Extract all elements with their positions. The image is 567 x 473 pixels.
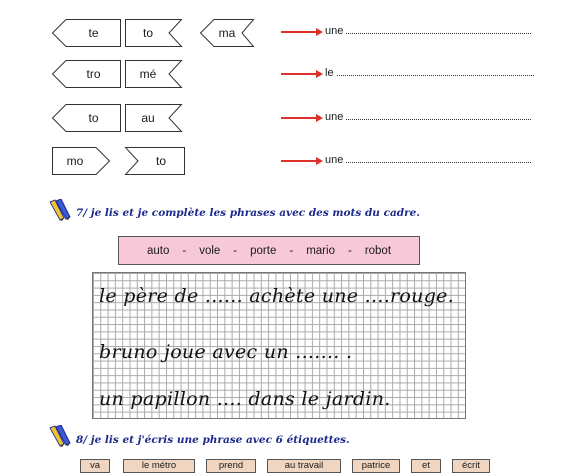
syllable-tag [125, 147, 185, 175]
word-separator: - [182, 244, 187, 257]
syllable-tag [125, 19, 182, 47]
arrow-right-icon [281, 114, 323, 122]
word-label: le métro [123, 459, 195, 473]
dotted-blank[interactable] [346, 110, 531, 120]
arrow-right-icon [281, 70, 323, 78]
dotted-blank[interactable] [337, 66, 534, 76]
word-separator: - [347, 244, 352, 257]
dotted-blank[interactable] [346, 24, 531, 34]
syllable-text: to [142, 26, 153, 40]
dotted-blank[interactable] [346, 153, 531, 163]
sentence-line: bruno joue avec un ....... . [99, 341, 353, 363]
syllable-text: au [141, 111, 155, 125]
syllable-text: mo [66, 154, 84, 168]
exercise-7-title: 7/ je lis et je complète les phrases avec des mots du cadre. [76, 207, 420, 219]
syllable-text: te [88, 26, 99, 40]
answer-line[interactable] [325, 66, 534, 79]
article-text: une [325, 154, 344, 166]
syllable-text: to [155, 154, 166, 168]
word-item: robot [364, 244, 392, 257]
arrow-right-icon [281, 28, 323, 36]
syllable-tag [52, 60, 121, 88]
article-text: le [325, 67, 334, 79]
answer-line[interactable] [325, 153, 531, 166]
exercise-8-title: 8/ je lis et j'écris une phrase avec 6 étiquettes. [76, 434, 350, 446]
syllable-tag [52, 147, 110, 175]
grid-paper [92, 272, 466, 419]
word-label: et [411, 459, 441, 473]
article-text: une [325, 25, 344, 37]
answer-line[interactable] [325, 24, 531, 37]
article-text: une [325, 111, 344, 123]
syllable-text: tro [86, 67, 101, 81]
word-separator: - [233, 244, 238, 257]
syllable-text: to [88, 111, 99, 125]
syllable-tag [52, 19, 121, 47]
word-item: porte [250, 244, 277, 257]
word-item: vole [199, 244, 221, 257]
word-separator: - [289, 244, 294, 257]
word-item: mario [306, 244, 335, 257]
word-label: prend [206, 459, 256, 473]
answer-line[interactable] [325, 110, 531, 123]
syllable-tag [125, 104, 182, 132]
pencils-icon [48, 425, 72, 447]
syllable-text: mé [139, 67, 157, 81]
word-label: écrit [452, 459, 490, 473]
word-box [118, 236, 420, 265]
word-label: va [80, 459, 110, 473]
syllable-tag [200, 19, 254, 47]
sentence-line: un papillon .... dans le jardin. [99, 388, 391, 410]
word-label: au travail [267, 459, 341, 473]
word-item: auto [146, 244, 170, 257]
syllable-text: ma [218, 26, 236, 40]
syllable-tag [125, 60, 182, 88]
arrow-right-icon [281, 157, 323, 165]
syllable-tag [52, 104, 121, 132]
word-label: patrice [352, 459, 400, 473]
sentence-line: le père de ...... achète une ....rouge. [99, 285, 455, 307]
pencils-icon [48, 199, 72, 221]
